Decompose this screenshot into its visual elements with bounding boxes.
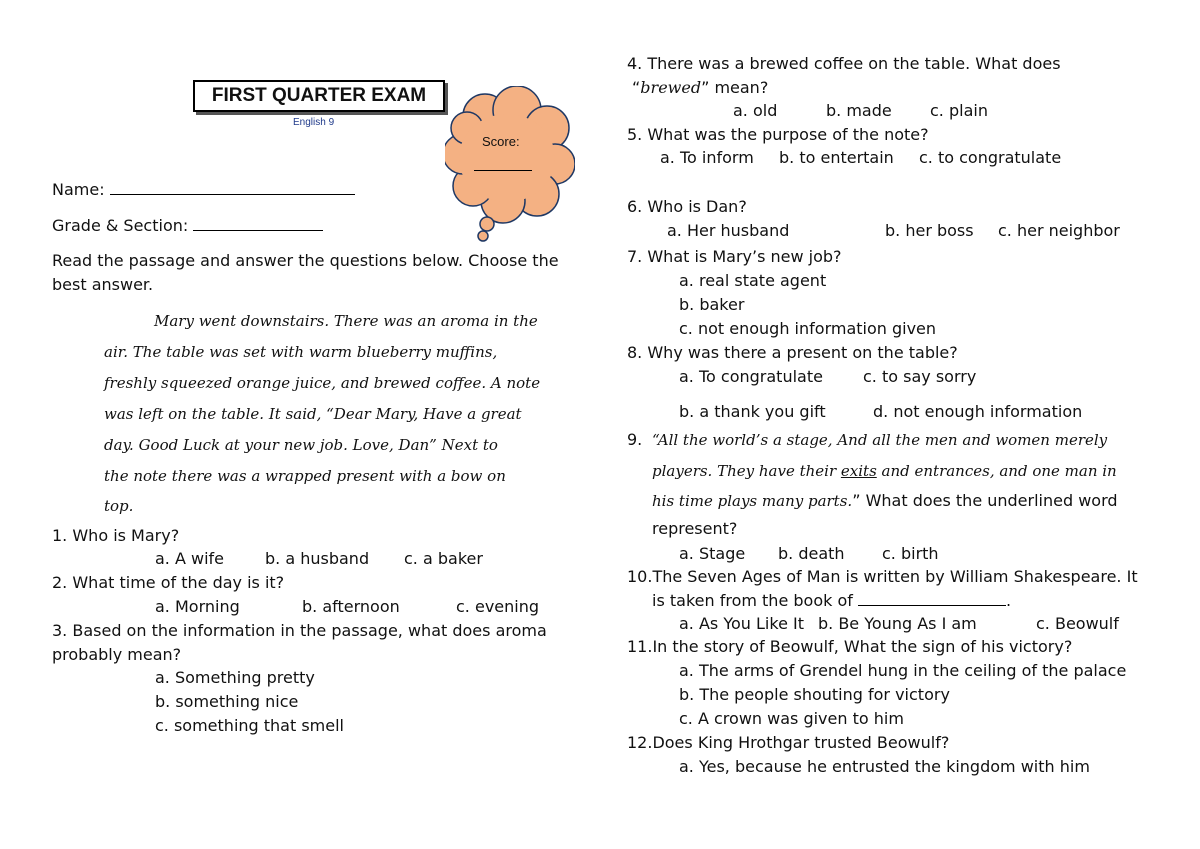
question-4-cont [632, 78, 768, 98]
option[interactable]: a. Her husband [667, 221, 790, 240]
question-10-text: is taken from the book of [652, 591, 853, 610]
option[interactable]: c. a baker [404, 549, 483, 568]
subject-label: English 9 [293, 117, 335, 128]
option[interactable]: a. Yes, because he entrusted the kingdom with him [679, 757, 1090, 776]
passage-line: Mary went downstairs. There was an aroma in the [154, 312, 538, 330]
option[interactable]: a. The arms of Grendel hung in the ceiling of the palace [679, 661, 1127, 680]
question-9-line-3 [652, 491, 1118, 511]
option[interactable]: a. Morning [155, 597, 240, 616]
question-8: 8. Why was there a present on the table? [627, 343, 958, 362]
option[interactable]: b. to entertain [779, 148, 894, 167]
instructions-line-1: Read the passage and answer the questions below. Choose the [52, 251, 559, 270]
option[interactable]: c. evening [456, 597, 540, 616]
question-3: 3. Based on the information in the passage, what does aroma [52, 621, 547, 640]
option[interactable]: b. baker [679, 295, 745, 314]
option[interactable]: a. As You Like It [679, 614, 804, 633]
name-blank[interactable] [110, 180, 355, 195]
passage-line: air. The table was set with warm blueberry muffins, [104, 343, 498, 361]
option[interactable]: c. not enough information given [679, 319, 937, 338]
score-label: Score: [482, 134, 520, 149]
option[interactable]: b. a husband [265, 549, 370, 568]
option[interactable]: b. her boss [885, 221, 974, 240]
question-9-quote: “All the world’s a stage, And all the men and women merely [652, 431, 1108, 449]
question-10: 10.The Seven Ages of Man is written by William Shakespeare. It [627, 567, 1138, 586]
question-9-text: ” What does the underlined word [852, 491, 1118, 510]
italic-word: brewed [640, 78, 702, 97]
question-5: 5. What was the purpose of the note? [627, 125, 929, 144]
option[interactable]: b. The people shouting for victory [679, 685, 950, 704]
option[interactable]: d. not enough information [873, 402, 1083, 421]
option[interactable]: c. Beowulf [1036, 614, 1119, 633]
question-9-line-4: represent? [652, 519, 738, 538]
question-3-cont: probably mean? [52, 645, 182, 664]
question-12: 12.Does King Hrothgar trusted Beowulf? [627, 733, 950, 752]
question-9-quote-cont [652, 461, 1117, 481]
passage-line: was left on the table. It said, “Dear Mary, Have a great [104, 405, 522, 423]
option[interactable]: c. A crown was given to him [679, 709, 904, 728]
quote-text: his time plays many parts. [652, 492, 853, 510]
option[interactable]: c. her neighbor [998, 221, 1120, 240]
question-4-end: ” mean? [701, 78, 769, 97]
option[interactable]: b. afternoon [302, 597, 400, 616]
option[interactable]: c. something that smell [155, 716, 344, 735]
option[interactable]: a. real state agent [679, 271, 827, 290]
question-10-cont: is taken from the book of . [652, 591, 1012, 610]
score-blank[interactable] [474, 170, 532, 171]
option[interactable]: a. A wife [155, 549, 225, 568]
question-2: 2. What time of the day is it? [52, 573, 285, 592]
option[interactable]: a. To congratulate [679, 367, 823, 386]
passage-line: the note there was a wrapped present with a bow on [104, 467, 506, 485]
option[interactable]: c. plain [930, 101, 988, 120]
passage-line: day. Good Luck at your new job. Love, Dan” Next to [104, 436, 498, 454]
exam-title: FIRST QUARTER EXAM [193, 80, 445, 112]
option[interactable]: b. Be Young As I am [818, 614, 977, 633]
option[interactable]: b. death [778, 544, 845, 563]
quote-text: players. They have their [652, 462, 841, 480]
option[interactable]: b. a thank you gift [679, 402, 826, 421]
option[interactable]: a. old [733, 101, 778, 120]
passage-line: top. [104, 497, 134, 515]
option[interactable]: b. something nice [155, 692, 299, 711]
passage-line: freshly squeezed orange juice, and brewed coffee. A note [104, 374, 541, 392]
option[interactable]: a. Something pretty [155, 668, 315, 687]
name-label: Name: [52, 180, 105, 199]
option[interactable]: c. to say sorry [863, 367, 977, 386]
instructions-line-2: best answer. [52, 275, 154, 294]
quote-open: “ [632, 78, 641, 97]
option[interactable]: a. Stage [679, 544, 746, 563]
question-1: 1. Who is Mary? [52, 526, 180, 545]
question-7: 7. What is Mary’s new job? [627, 247, 842, 266]
underlined-word: exits [840, 462, 877, 480]
option[interactable]: c. birth [882, 544, 939, 563]
option[interactable]: a. To inform [660, 148, 754, 167]
quote-text: and entrances, and one man in [876, 462, 1117, 480]
question-11: 11.In the story of Beowulf, What the sign of his victory? [627, 637, 1073, 656]
question-9-number: 9. [627, 430, 643, 449]
grade-label: Grade & Section: [52, 216, 189, 235]
option[interactable]: b. made [826, 101, 892, 120]
name-row [52, 180, 355, 200]
question-6: 6. Who is Dan? [627, 197, 747, 216]
option[interactable]: c. to congratulate [919, 148, 1062, 167]
question-4: 4. There was a brewed coffee on the table. What does [627, 54, 1061, 73]
score-cloud-shape [445, 86, 575, 246]
book-blank[interactable] [858, 591, 1006, 606]
grade-row [52, 216, 323, 236]
grade-blank[interactable] [193, 216, 323, 231]
